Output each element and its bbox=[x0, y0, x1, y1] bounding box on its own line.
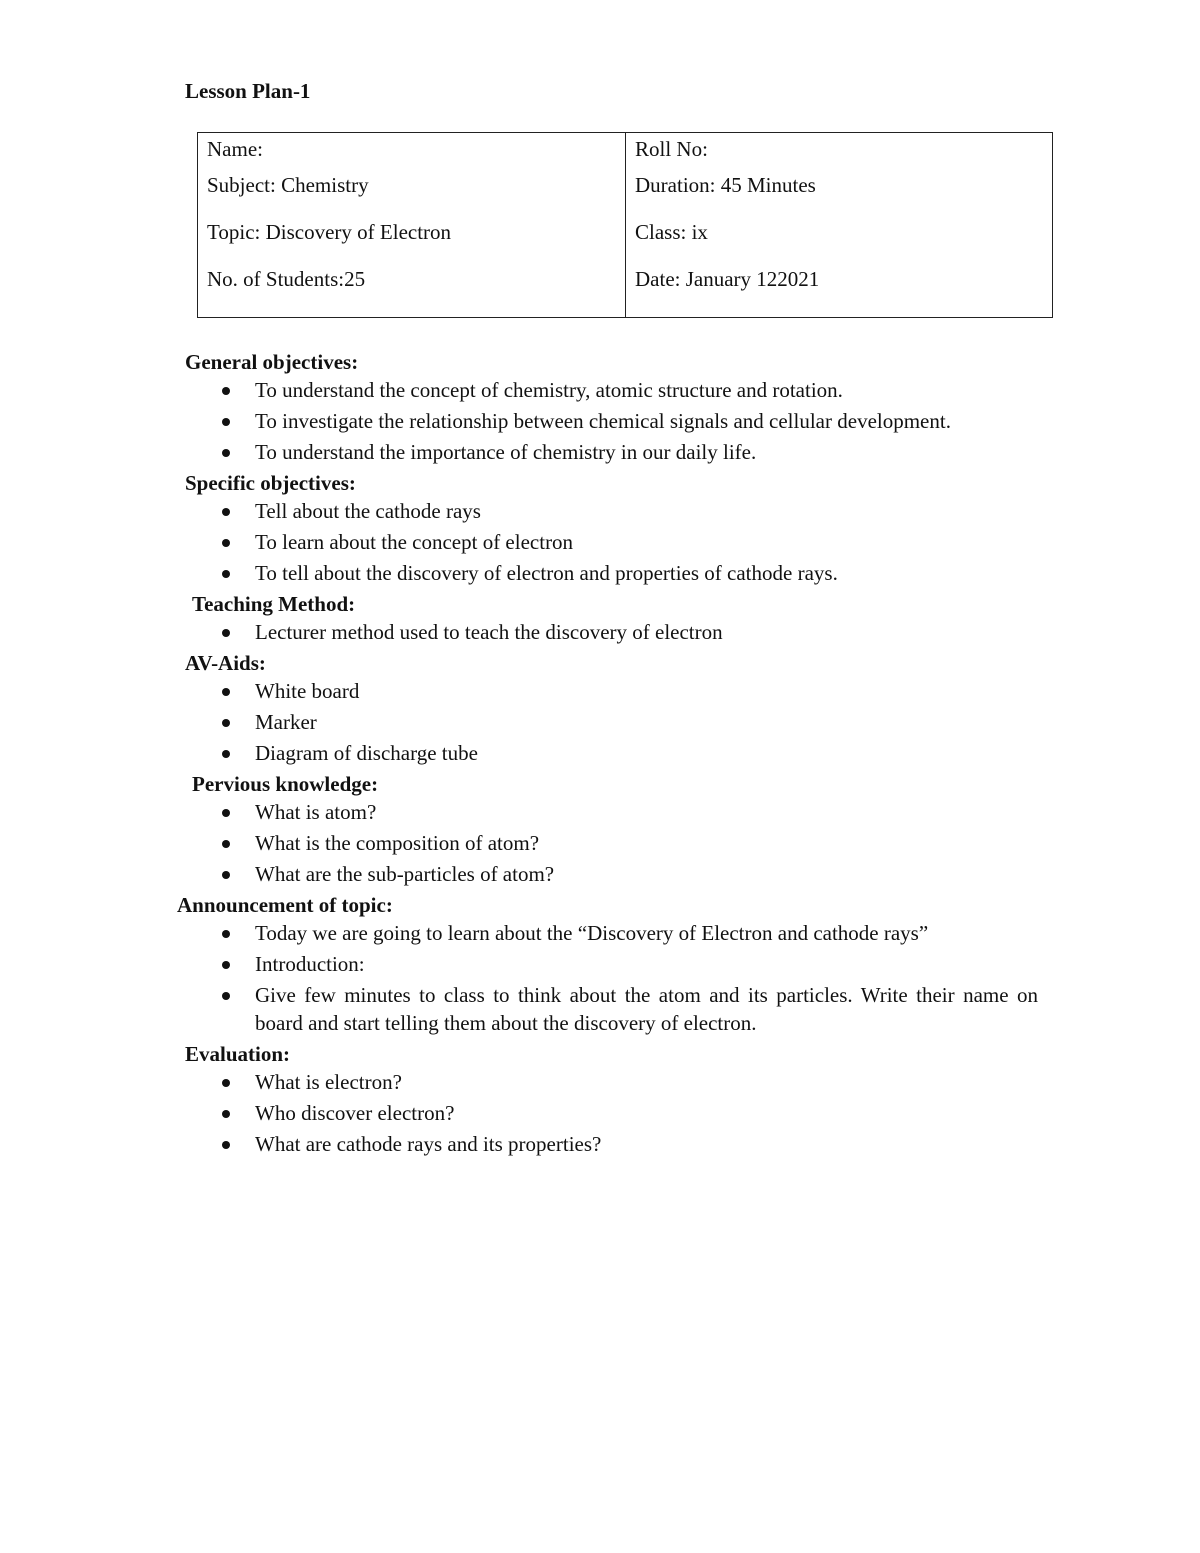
info-column-right bbox=[626, 133, 1052, 317]
list-item: To understand the importance of chemistry in our daily life. bbox=[255, 438, 1038, 466]
list-item: What is atom? bbox=[255, 798, 1038, 826]
page-title: Lesson Plan-1 bbox=[185, 79, 311, 103]
roll-no-field: Roll No: bbox=[635, 137, 708, 161]
list-item: Who discover electron? bbox=[255, 1099, 1038, 1127]
list-teaching-method bbox=[0, 618, 1200, 646]
list-specific-objectives bbox=[0, 497, 1200, 587]
list-item: Give few minutes to class to think about the atom and its particles. Write their name on board and start telling them about the discovery of electron. bbox=[255, 981, 1038, 1037]
list-item: What is electron? bbox=[255, 1068, 1038, 1096]
bullet-icon bbox=[222, 992, 230, 1000]
list-item: Marker bbox=[255, 708, 1038, 736]
info-column-left bbox=[198, 133, 626, 317]
bullet-icon bbox=[222, 508, 230, 516]
bullet-icon bbox=[222, 719, 230, 727]
list-item: Diagram of discharge tube bbox=[255, 739, 1038, 767]
list-announcement bbox=[0, 919, 1200, 1037]
bullet-icon bbox=[222, 418, 230, 426]
list-av-aids bbox=[0, 677, 1200, 767]
list-evaluation bbox=[0, 1068, 1200, 1158]
list-item: White board bbox=[255, 677, 1038, 705]
list-item: Introduction: bbox=[255, 950, 1038, 978]
date-field: Date: January 122021 bbox=[635, 267, 820, 291]
list-item: What is the composition of atom? bbox=[255, 829, 1038, 857]
list-item: To investigate the relationship between chemical signals and cellular development. bbox=[255, 407, 1038, 435]
bullet-icon bbox=[222, 449, 230, 457]
lesson-info-table bbox=[197, 132, 1053, 318]
bullet-icon bbox=[222, 387, 230, 395]
list-item: Tell about the cathode rays bbox=[255, 497, 1038, 525]
name-field: Name: bbox=[207, 137, 263, 161]
bullet-icon bbox=[222, 1079, 230, 1087]
list-item: Lecturer method used to teach the discovery of electron bbox=[255, 618, 1038, 646]
heading-evaluation: Evaluation: bbox=[185, 1042, 291, 1066]
duration-field: Duration: 45 Minutes bbox=[635, 173, 816, 197]
heading-announcement: Announcement of topic: bbox=[177, 893, 393, 917]
list-item: Today we are going to learn about the “Discovery of Electron and cathode rays” bbox=[255, 919, 1038, 947]
bullet-icon bbox=[222, 750, 230, 758]
heading-av-aids: AV-Aids: bbox=[185, 651, 266, 675]
students-field: No. of Students:25 bbox=[207, 267, 366, 291]
bullet-icon bbox=[222, 688, 230, 696]
list-item: What are the sub-particles of atom? bbox=[255, 860, 1038, 888]
topic-field: Topic: Discovery of Electron bbox=[207, 220, 452, 244]
bullet-icon bbox=[222, 871, 230, 879]
bullet-icon bbox=[222, 539, 230, 547]
bullet-icon bbox=[222, 1141, 230, 1149]
bullet-icon bbox=[222, 809, 230, 817]
heading-specific-objectives: Specific objectives: bbox=[185, 471, 356, 495]
heading-teaching-method: Teaching Method: bbox=[192, 592, 356, 616]
list-item: To learn about the concept of electron bbox=[255, 528, 1038, 556]
list-previous-knowledge bbox=[0, 798, 1200, 888]
bullet-icon bbox=[222, 1110, 230, 1118]
bullet-icon bbox=[222, 840, 230, 848]
bullet-icon bbox=[222, 570, 230, 578]
list-item: What are cathode rays and its properties? bbox=[255, 1130, 1038, 1158]
list-item: To tell about the discovery of electron and properties of cathode rays. bbox=[255, 559, 1038, 587]
bullet-icon bbox=[222, 961, 230, 969]
list-general-objectives bbox=[0, 376, 1200, 466]
heading-general-objectives: General objectives: bbox=[185, 350, 359, 374]
subject-field: Subject: Chemistry bbox=[207, 173, 369, 197]
heading-previous-knowledge: Pervious knowledge: bbox=[192, 772, 379, 796]
class-field: Class: ix bbox=[635, 220, 708, 244]
lesson-content bbox=[0, 348, 1200, 1161]
bullet-icon bbox=[222, 930, 230, 938]
bullet-icon bbox=[222, 629, 230, 637]
list-item: To understand the concept of chemistry, atomic structure and rotation. bbox=[255, 376, 1038, 404]
